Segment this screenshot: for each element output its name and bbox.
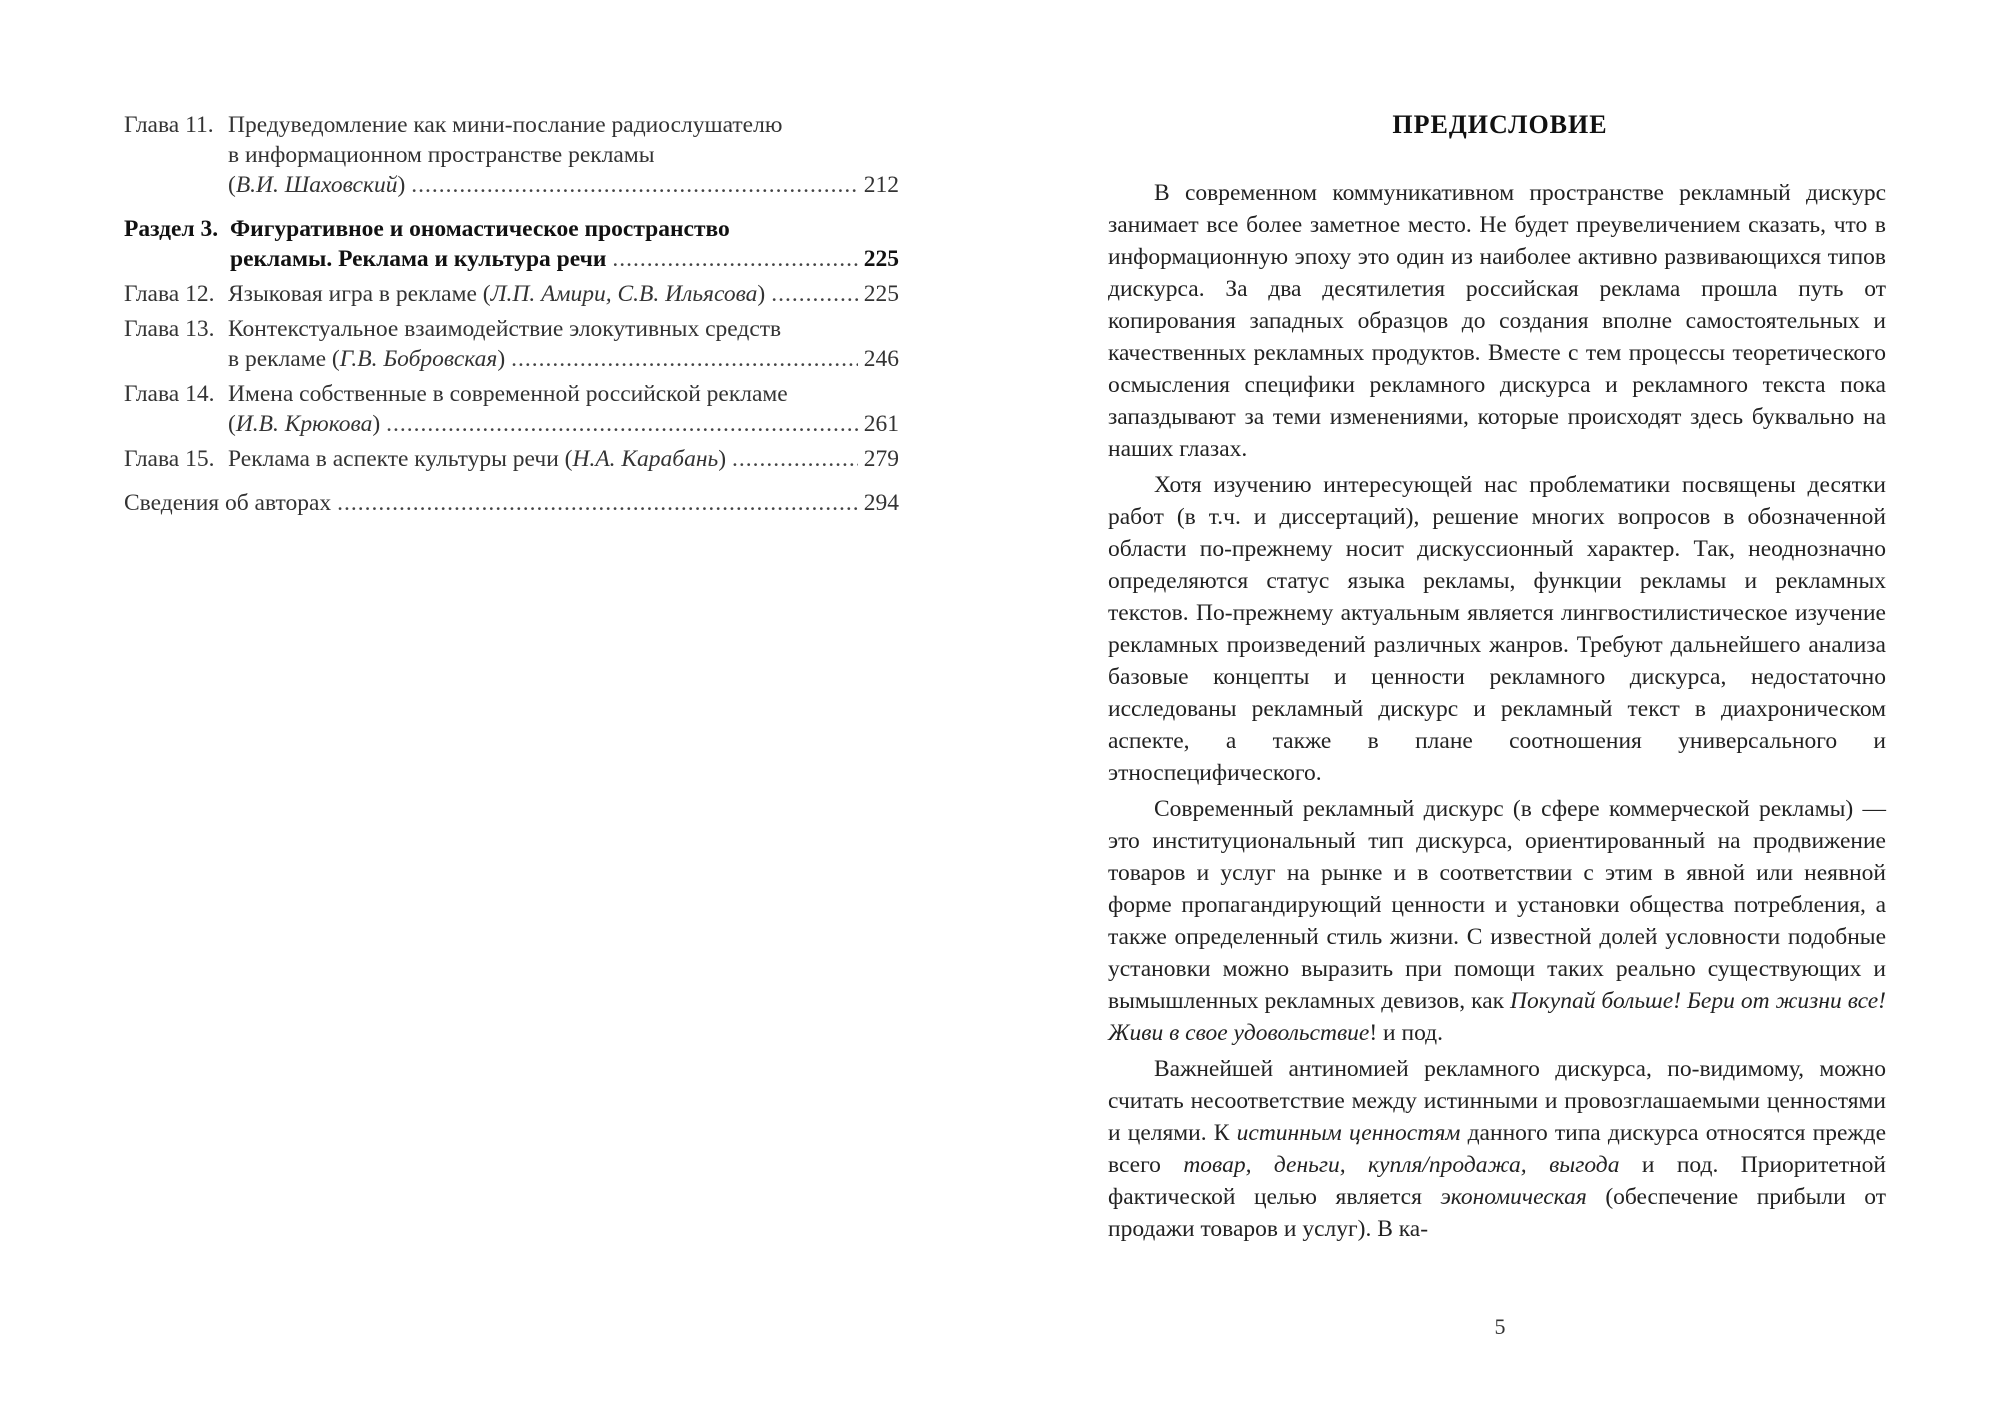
preface-body <box>1108 177 1886 1249</box>
toc-entry-close: ) <box>397 172 406 198</box>
toc-entry <box>124 214 899 274</box>
toc-entry-last-line <box>228 409 899 439</box>
toc-entry-line: Контекстуальное взаимодействие элокутивных средств <box>228 316 782 342</box>
toc-leader-dots <box>732 444 858 474</box>
toc-entry-body <box>228 314 899 374</box>
toc-entry-last-line <box>228 444 899 474</box>
toc-entry-title: Языковая игра в рекламе ( <box>228 281 491 307</box>
toc-entry <box>124 379 899 439</box>
toc-leader-dots <box>411 170 857 200</box>
toc-entry-last-line <box>230 244 899 274</box>
toc-entry-label: Глава 13. <box>124 316 215 342</box>
toc-leader-dots <box>771 279 858 309</box>
toc-entry-body <box>228 110 899 200</box>
italic-phrase: истинным ценностям <box>1236 1120 1461 1146</box>
toc-entry-text <box>124 488 331 518</box>
toc-entry-author: Л.П. Амири, С.В. Ильясова <box>490 281 758 307</box>
toc-entry-last-line <box>228 279 899 309</box>
toc-entry <box>124 488 899 518</box>
toc-page-number: 279 <box>863 446 899 472</box>
toc-leader-dots <box>511 344 858 374</box>
preface-paragraph <box>1108 177 1886 465</box>
toc-entry-line: Предуведомление как мини-послание радиослушателю <box>228 112 783 138</box>
toc-page-number: 261 <box>863 411 899 437</box>
toc-leader-dots <box>612 244 857 274</box>
preface-paragraph <box>1108 469 1886 789</box>
toc-entry-label: Глава 15. <box>124 446 215 472</box>
text-run: Важнейшей антиномией рекламного дискурса, по-видимому, можно считать несоответствие между истинными и провозглашаемыми ценностями и целями. К <box>1108 1056 1886 1146</box>
text-run: данного типа дискурса относятся прежде всего <box>1108 1120 1886 1178</box>
toc-entry <box>124 279 899 309</box>
italic-phrase: товар, деньги, купля/продажа, выгода <box>1183 1152 1620 1178</box>
preface-paragraph <box>1108 1053 1886 1245</box>
toc-entry-title: рекламы. Реклама и культура речи <box>230 246 607 272</box>
toc-entry <box>124 444 899 474</box>
toc-entry-body <box>124 488 899 518</box>
toc-page-number: 246 <box>863 346 899 372</box>
toc-entry-label: Глава 11. <box>124 112 214 138</box>
table-of-contents <box>124 110 899 523</box>
italic-phrase: Покупай больше! Бери от жизни все! Живи в свое удовольствие <box>1108 988 1886 1046</box>
toc-entry-text <box>228 344 505 374</box>
text-run: (обеспечение прибыли от продажи товаров и услуг). В ка- <box>1108 1184 1886 1242</box>
toc-page-number: 212 <box>863 172 899 198</box>
toc-entry-last-line <box>228 170 899 200</box>
text-run: ! и под. <box>1369 1020 1443 1046</box>
page-number: 5 <box>1494 1314 1506 1339</box>
toc-entry-line: Фигуративное и ономастическое пространство <box>230 216 730 242</box>
toc-page-number: 225 <box>863 246 899 272</box>
toc-leader-dots <box>386 409 858 439</box>
toc-entry-author: Н.А. Карабань <box>572 446 719 472</box>
toc-entry-last-line <box>228 344 899 374</box>
toc-entry-text <box>228 279 765 309</box>
preface-title: ПРЕДИСЛОВИЕ <box>1392 110 1608 139</box>
right-page <box>1000 0 2000 1414</box>
toc-entry-label: Глава 14. <box>124 381 215 407</box>
toc-entry-line: в информационном пространстве рекламы <box>228 142 655 168</box>
toc-entry <box>124 110 899 200</box>
toc-entry-label: Глава 12. <box>124 281 215 307</box>
toc-entry-author: В.И. Шаховский <box>235 172 398 198</box>
toc-entry-author: Г.В. Бобровская <box>339 346 498 372</box>
toc-entry-text <box>228 444 726 474</box>
toc-entry-body <box>228 379 899 439</box>
italic-phrase: экономическая <box>1440 1184 1587 1210</box>
text-run: Современный рекламный дискурс (в сфере коммерческой рекламы) — это институциональный тип дискурса, ориентированный на продвижение товаров и услуг на рынке и в соответствии с этим в явной или неявной форме пропагандирующий ценности и установки общества потребления, а также определенный стиль жизни. С известной долей условности подобные установки можно выразить при помощи таких реально существующих и вымышленных рекламных девизов, как <box>1108 796 1886 1014</box>
toc-leader-dots <box>337 488 858 518</box>
toc-entry-title: ( <box>228 411 236 437</box>
toc-entry-author: И.В. Крюкова <box>235 411 373 437</box>
toc-entry-close: ) <box>497 346 506 372</box>
toc-entry-title: Реклама в аспекте культуры речи ( <box>228 446 573 472</box>
toc-entry-close: ) <box>757 281 766 307</box>
text-run: и под. Приоритетной фактической целью является <box>1108 1152 1886 1210</box>
text-run: В современном коммуникативном пространстве рекламный дискурс занимает все более заметное место. Не будет преувеличением сказать, что в информационную эпоху это один из наиболее активно развивающихся типов дискурса. За два десятилетия российская реклама прошла путь от копирования западных образцов до создания вполне самостоятельных и качественных рекламных продуктов. Вместе с тем процессы теоретического осмысления специфики рекламного дискурса и рекламного текста пока запаздывают за теми изменениями, которые происходят здесь буквально на наших глазах. <box>1108 180 1886 462</box>
toc-entry-body <box>228 279 899 309</box>
toc-entry-title: ( <box>228 172 236 198</box>
toc-entry-text <box>228 170 405 200</box>
toc-entry-label: Раздел 3. <box>124 216 219 242</box>
toc-entry-close: ) <box>718 446 727 472</box>
preface-paragraph <box>1108 793 1886 1049</box>
toc-entry <box>124 314 899 374</box>
text-run: Хотя изучению интересующей нас проблематики посвящены десятки работ (в т.ч. и диссертаций), решение многих вопросов в обозначенной области по-прежнему носит дискуссионный характер. Так, неоднозначно определяются статус языка рекламы, функции рекламы и рекламных текстов. По-прежнему актуальным является лингвостилистическое изучение рекламных произведений различных жанров. Требуют дальнейшего анализа базовые концепты и ценности рекламного дискурса, недостаточно исследованы рекламный дискурс и рекламный текст в диахроническом аспекте, а также в плане соотношения универсального и этноспецифического. <box>1108 472 1886 786</box>
toc-entry-text <box>228 409 380 439</box>
toc-page-number: 294 <box>863 490 899 516</box>
toc-entry-title: Сведения об авторах <box>124 490 332 516</box>
toc-entry-body <box>228 444 899 474</box>
toc-entry-body <box>230 214 899 274</box>
toc-entry-last-line <box>124 488 899 518</box>
toc-entry-title: в рекламе ( <box>228 346 340 372</box>
toc-entry-text <box>230 244 606 274</box>
toc-page-number: 225 <box>863 281 899 307</box>
toc-entry-close: ) <box>372 411 381 437</box>
toc-entry-line: Имена собственные в современной российской рекламе <box>228 381 788 407</box>
